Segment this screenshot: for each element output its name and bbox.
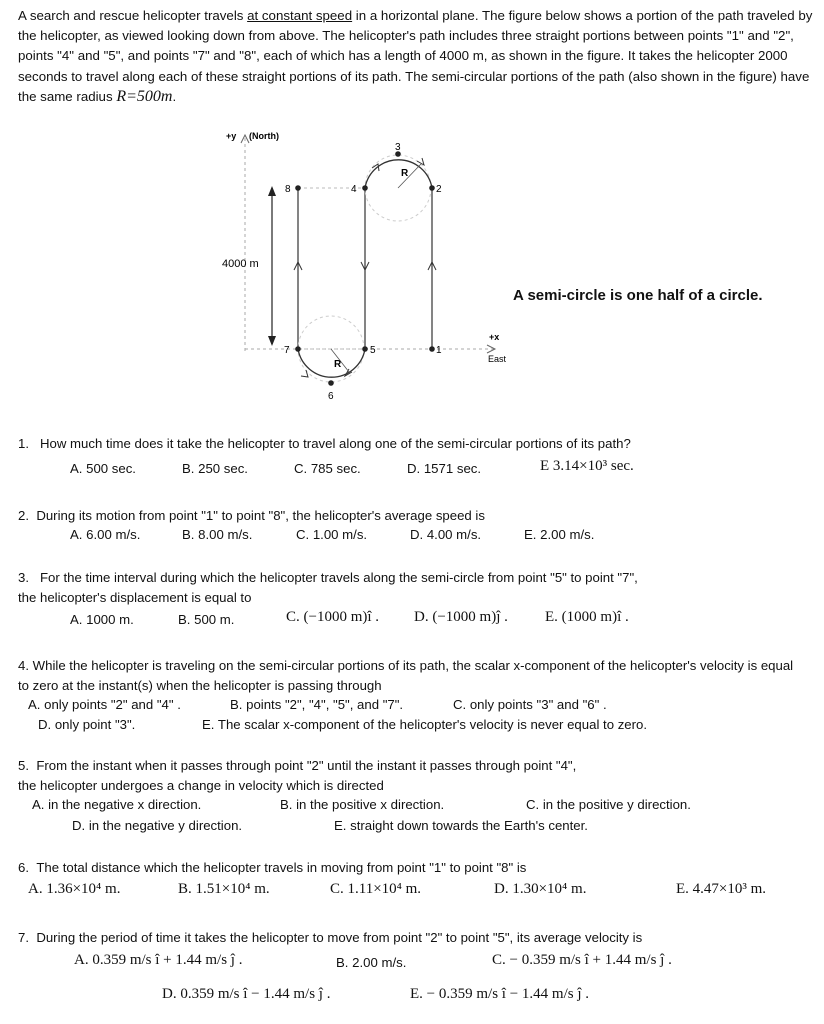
q6-option-a[interactable]: A. 1.36×10⁴ m. — [28, 881, 121, 897]
dimension-arrow-up-icon — [268, 186, 276, 196]
question-7-number: 7. — [18, 930, 29, 945]
question-6 — [18, 858, 526, 878]
q1-option-e[interactable]: E 3.14×10³ sec. — [540, 458, 634, 474]
question-4-stem: While the helicopter is traveling on the semi-circular portions of its path, the scalar x-component of the helicopter's velocity is equal — [32, 658, 794, 673]
q2-option-d[interactable]: D. 4.00 m/s. — [410, 527, 482, 542]
lower-radius-label: R — [334, 359, 342, 370]
q6-option-d[interactable]: D. 1.30×10⁴ m. — [494, 881, 587, 897]
point-8-label: 8 — [285, 184, 291, 195]
point-7-dot — [295, 346, 301, 352]
point-1-label: 1 — [436, 345, 442, 356]
point-1-dot — [429, 346, 435, 352]
question-7 — [18, 928, 642, 948]
q4-option-c[interactable]: C. only points "3" and "6" . — [453, 697, 607, 712]
problem-intro — [18, 6, 814, 107]
q2-option-c[interactable]: C. 1.00 m/s. — [296, 527, 368, 542]
question-1-number: 1. — [18, 436, 29, 451]
radius-value: R=500m — [116, 87, 173, 105]
question-3-stem: For the time interval during which the helicopter travels along the semi-circle from point "5" to point "7", — [40, 570, 638, 585]
question-5-number: 5. — [18, 758, 29, 773]
point-4-label: 4 — [351, 184, 357, 195]
dimension-arrow-down-icon — [268, 336, 276, 346]
point-5-dot — [362, 346, 368, 352]
question-3 — [18, 568, 638, 608]
north-label: (North) — [249, 131, 279, 141]
y-axis-label: +y — [226, 131, 237, 141]
q1-option-d[interactable]: D. 1571 sec. — [407, 461, 482, 476]
q3-option-a[interactable]: A. 1000 m. — [70, 612, 134, 627]
point-6-label: 6 — [328, 391, 334, 402]
point-6-dot — [328, 380, 334, 386]
q5-option-a[interactable]: A. in the negative x direction. — [32, 797, 202, 812]
question-5 — [18, 756, 576, 796]
q3-option-c[interactable]: C. (−1000 m)î . — [286, 609, 380, 625]
q7-option-c[interactable]: C. − 0.359 m/s î + 1.44 m/s ĵ . — [492, 952, 672, 968]
lower-semicircle — [298, 349, 365, 377]
q4-option-b[interactable]: B. points "2", "4", "5", and "7". — [230, 697, 404, 712]
q7-option-e[interactable]: E. − 0.359 m/s î − 1.44 m/s ĵ . — [410, 986, 590, 1002]
q4-option-d[interactable]: D. only point "3". — [38, 717, 136, 732]
q5-option-b[interactable]: B. in the positive x direction. — [280, 797, 445, 812]
q7-option-b[interactable]: B. 2.00 m/s. — [336, 955, 407, 970]
q4-option-e[interactable]: E. The scalar x-component of the helicopter's velocity is never equal to zero. — [202, 717, 648, 732]
q1-option-a[interactable]: A. 500 sec. — [70, 461, 136, 476]
point-7-label: 7 — [284, 345, 290, 356]
point-2-label: 2 — [436, 184, 442, 195]
length-label: 4000 m — [222, 258, 259, 270]
semicircle-note: A semi-circle is one half of a circle. — [513, 287, 763, 304]
path-figure — [0, 120, 824, 410]
intro-underlined: at constant speed — [247, 8, 353, 23]
q6-option-e[interactable]: E. 4.47×10³ m. — [676, 881, 767, 897]
question-3-stem-2: the helicopter's displacement is equal to — [18, 590, 252, 605]
point-4-dot — [362, 185, 368, 191]
q3-option-e[interactable]: E. (1000 m)î . — [545, 609, 629, 625]
q7-option-a[interactable]: A. 0.359 m/s î + 1.44 m/s ĵ . — [74, 952, 243, 968]
question-4-stem-2: to zero at the instant(s) when the helicopter is passing through — [18, 678, 382, 693]
q2-option-e[interactable]: E. 2.00 m/s. — [524, 527, 595, 542]
question-2-number: 2. — [18, 508, 29, 523]
point-8-dot — [295, 185, 301, 191]
q2-option-a[interactable]: A. 6.00 m/s. — [70, 527, 141, 542]
question-7-stem: During the period of time it takes the helicopter to move from point "2" to point "5", its average velocity is — [36, 930, 643, 945]
question-1-stem: How much time does it take the helicopter to travel along one of the semi-circular portions of its path? — [40, 436, 631, 451]
question-2-stem: During its motion from point "1" to point "8", the helicopter's average speed is — [36, 508, 485, 523]
q3-option-d[interactable]: D. (−1000 m)ĵ . — [414, 609, 508, 625]
question-5-stem: From the instant when it passes through point "2" until the instant it passes through point "4", — [36, 758, 577, 773]
question-2 — [18, 506, 485, 526]
q5-option-e[interactable]: E. straight down towards the Earth's center. — [334, 818, 588, 833]
q1-option-b[interactable]: B. 250 sec. — [182, 461, 248, 476]
q6-option-c[interactable]: C. 1.11×10⁴ m. — [330, 881, 422, 897]
point-2-dot — [429, 185, 435, 191]
question-4 — [18, 656, 793, 696]
question-6-stem: The total distance which the helicopter travels in moving from point "1" to point "8" is — [36, 860, 527, 875]
intro-end: . — [172, 88, 177, 104]
point-5-label: 5 — [370, 345, 376, 356]
question-6-number: 6. — [18, 860, 29, 875]
q5-option-d[interactable]: D. in the negative y direction. — [72, 818, 243, 833]
q7-option-d[interactable]: D. 0.359 m/s î − 1.44 m/s ĵ . — [162, 986, 331, 1002]
x-axis-label: +x — [489, 332, 500, 342]
question-4-number: 4. — [18, 658, 29, 673]
intro-text-2: in a horizontal plane. The figure below shows a portion of the path traveled by the helicopter, as viewed looking down from above. The helicopter's path includes three straight portions between points "1" and "2", points "4" and "5", and points "7" and "8", each of which has a length of 4000 m, as shown in the figure. It takes the helicopter 2000 seconds to travel along each of these straight portions of its path. The semi-circular portions of the path (also shown in the figure) have the same radius — [18, 8, 813, 104]
q5-option-c[interactable]: C. in the positive y direction. — [526, 797, 691, 812]
q4-option-a[interactable]: A. only points "2" and "4" . — [28, 697, 181, 712]
east-label: East — [488, 354, 507, 364]
upper-radius-label: R — [401, 168, 409, 179]
q6-option-b[interactable]: B. 1.51×10⁴ m. — [178, 881, 270, 897]
point-3-label: 3 — [395, 142, 401, 153]
question-5-stem-2: the helicopter undergoes a change in velocity which is directed — [18, 778, 384, 793]
q3-option-b[interactable]: B. 500 m. — [178, 612, 235, 627]
intro-text: A search and rescue helicopter travels — [18, 8, 248, 23]
q1-option-c[interactable]: C. 785 sec. — [294, 461, 361, 476]
question-1 — [18, 434, 631, 454]
question-3-number: 3. — [18, 570, 29, 585]
q2-option-b[interactable]: B. 8.00 m/s. — [182, 527, 253, 542]
